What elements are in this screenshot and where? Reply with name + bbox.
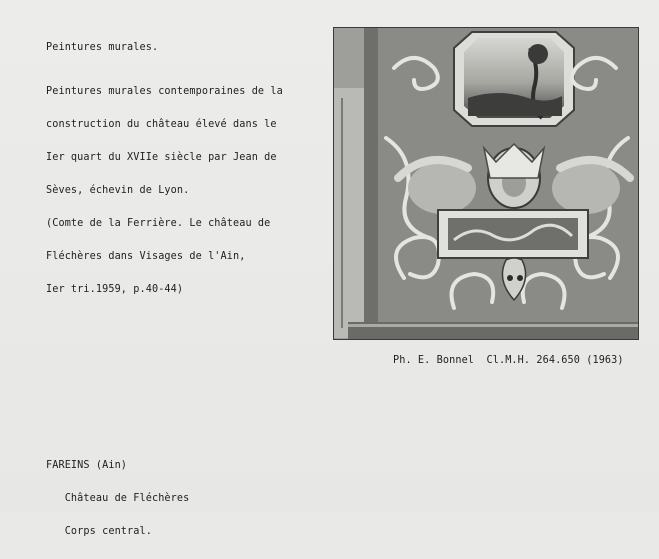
location-line: Château de Fléchères [46, 493, 190, 504]
description-block [46, 64, 283, 317]
location-block [46, 438, 189, 559]
description-line: (Comte de la Ferrière. Le château de [46, 218, 271, 229]
description-line: Ier tri.1959, p.40-44) [46, 284, 184, 295]
photo-credit: Ph. E. Bonnel Cl.M.H. 264.650 (1963) [393, 355, 624, 366]
description-line: Ier quart du XVIIe siècle par Jean de [46, 152, 277, 163]
card-title: Peintures murales. [46, 42, 159, 53]
location-line: Corps central. [46, 526, 152, 537]
mural-illustration [334, 28, 638, 339]
description-line: Peintures murales contemporaines de la [46, 86, 283, 97]
location-line: FAREINS (Ain) [46, 460, 128, 471]
description-line: construction du château élevé dans le [46, 119, 277, 130]
description-line: Sèves, échevin de Lyon. [46, 185, 190, 196]
description-line: Fléchères dans Visages de l'Ain, [46, 251, 246, 262]
mural-photograph [333, 27, 639, 340]
